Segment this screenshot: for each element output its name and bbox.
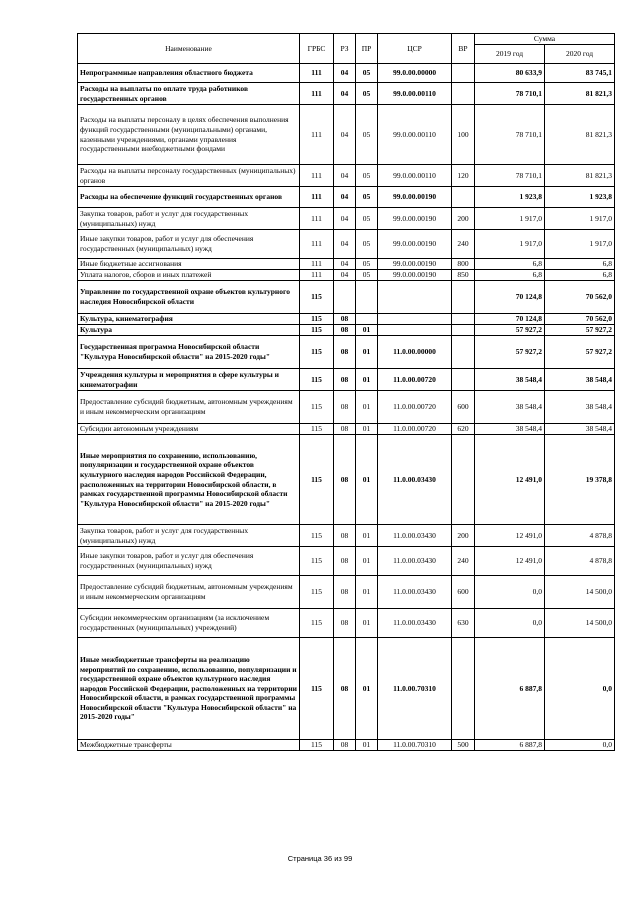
row-rz: 04 — [334, 208, 356, 230]
row-name: Управление по государственной охране объектов культурного наследия Новосибирской области — [78, 281, 300, 314]
row-pr: 01 — [356, 609, 378, 638]
row-csr: 11.0.00.00000 — [378, 336, 452, 369]
row-sum-2019: 78 710,1 — [475, 105, 545, 165]
row-name: Расходы на выплаты персоналу в целях обеспечения выполнения функций государственными (муниципальными) органами, казенными учреждениями, органами управления государственными внебюджетными фондами — [78, 105, 300, 165]
row-grbs: 115 — [300, 525, 334, 547]
row-grbs: 111 — [300, 259, 334, 270]
row-sum-2019: 78 710,1 — [475, 165, 545, 187]
row-pr: 05 — [356, 64, 378, 83]
row-vr — [452, 638, 475, 740]
row-vr: 240 — [452, 230, 475, 259]
row-name: Закупка товаров, работ и услуг для государственных (муниципальных) нужд — [78, 208, 300, 230]
row-sum-2020: 4 878,8 — [545, 525, 615, 547]
table-row — [78, 230, 615, 259]
row-rz: 08 — [334, 391, 356, 424]
row-grbs: 115 — [300, 740, 334, 751]
row-csr: 99.0.00.00110 — [378, 165, 452, 187]
row-pr: 01 — [356, 336, 378, 369]
row-sum-2020: 4 878,8 — [545, 547, 615, 576]
row-grbs: 111 — [300, 64, 334, 83]
row-rz: 08 — [334, 424, 356, 435]
row-vr — [452, 336, 475, 369]
row-name: Культура — [78, 325, 300, 336]
row-rz: 08 — [334, 547, 356, 576]
row-grbs: 111 — [300, 187, 334, 208]
row-csr: 11.0.00.03430 — [378, 576, 452, 609]
row-grbs: 115 — [300, 314, 334, 325]
row-rz: 08 — [334, 314, 356, 325]
row-name: Иные межбюджетные трансферты на реализацию мероприятий по сохранению, использованию, популяризации и государственной охране объектов культурного наследия народов Российской Федерации, расположенных на территории Новосибирской области, в рамках государственной программы Новосибирской области "Культура Новосибирской области" на 2015-2020 годы" — [78, 638, 300, 740]
row-csr — [378, 281, 452, 314]
row-csr: 11.0.00.03430 — [378, 547, 452, 576]
row-sum-2019: 6,8 — [475, 259, 545, 270]
row-sum-2020: 14 500,0 — [545, 609, 615, 638]
table-row — [78, 525, 615, 547]
row-grbs: 115 — [300, 391, 334, 424]
row-pr: 05 — [356, 187, 378, 208]
row-sum-2019: 12 491,0 — [475, 435, 545, 525]
row-sum-2019: 57 927,2 — [475, 336, 545, 369]
row-sum-2019: 38 548,4 — [475, 391, 545, 424]
budget-table — [77, 33, 615, 751]
table-row — [78, 105, 615, 165]
row-rz: 04 — [334, 83, 356, 105]
table-row — [78, 325, 615, 336]
row-grbs: 115 — [300, 576, 334, 609]
row-grbs: 115 — [300, 424, 334, 435]
table-row — [78, 336, 615, 369]
table-row — [78, 740, 615, 751]
row-name: Иные закупки товаров, работ и услуг для обеспечения государственных (муниципальных) нужд — [78, 547, 300, 576]
row-rz: 08 — [334, 609, 356, 638]
row-grbs: 115 — [300, 281, 334, 314]
row-sum-2019: 1 923,8 — [475, 187, 545, 208]
row-name: Государственная программа Новосибирской области "Культура Новосибирской области" на 2015-2020 годы" — [78, 336, 300, 369]
row-sum-2019: 0,0 — [475, 609, 545, 638]
row-pr: 05 — [356, 259, 378, 270]
header-vr: ВР — [452, 34, 475, 64]
row-vr: 600 — [452, 391, 475, 424]
row-rz: 08 — [334, 435, 356, 525]
row-csr: 11.0.00.03430 — [378, 525, 452, 547]
row-grbs: 111 — [300, 270, 334, 281]
row-grbs: 115 — [300, 547, 334, 576]
row-sum-2019: 1 917,0 — [475, 230, 545, 259]
row-sum-2020: 81 821,3 — [545, 105, 615, 165]
row-pr: 05 — [356, 105, 378, 165]
header-rz: РЗ — [334, 34, 356, 64]
row-pr: 01 — [356, 424, 378, 435]
table-row — [78, 314, 615, 325]
row-vr: 620 — [452, 424, 475, 435]
row-pr: 01 — [356, 547, 378, 576]
row-name: Предоставление субсидий бюджетным, автономным учреждениям и иным некоммерческим организациям — [78, 391, 300, 424]
row-name: Субсидии автономным учреждениям — [78, 424, 300, 435]
row-rz: 04 — [334, 105, 356, 165]
table-row — [78, 64, 615, 83]
row-name: Предоставление субсидий бюджетным, автономным учреждениям и иным некоммерческим организациям — [78, 576, 300, 609]
row-rz: 08 — [334, 336, 356, 369]
row-sum-2019: 1 917,0 — [475, 208, 545, 230]
table-row — [78, 638, 615, 740]
row-rz: 04 — [334, 187, 356, 208]
table-row — [78, 547, 615, 576]
row-grbs: 111 — [300, 83, 334, 105]
table-row — [78, 424, 615, 435]
row-sum-2020: 1 917,0 — [545, 208, 615, 230]
row-pr: 01 — [356, 325, 378, 336]
row-sum-2019: 38 548,4 — [475, 369, 545, 391]
row-sum-2020: 38 548,4 — [545, 391, 615, 424]
header-pr: ПР — [356, 34, 378, 64]
row-pr: 01 — [356, 638, 378, 740]
row-name: Расходы на выплаты по оплате труда работников государственных органов — [78, 83, 300, 105]
table-row — [78, 187, 615, 208]
row-csr: 99.0.00.00190 — [378, 208, 452, 230]
row-rz: 04 — [334, 64, 356, 83]
row-csr: 99.0.00.00190 — [378, 270, 452, 281]
row-sum-2019: 70 124,8 — [475, 314, 545, 325]
row-csr: 99.0.00.00110 — [378, 83, 452, 105]
row-vr — [452, 187, 475, 208]
row-grbs: 115 — [300, 336, 334, 369]
row-sum-2019: 0,0 — [475, 576, 545, 609]
row-vr — [452, 314, 475, 325]
table-row — [78, 259, 615, 270]
row-rz: 04 — [334, 230, 356, 259]
row-rz — [334, 281, 356, 314]
row-pr: 01 — [356, 525, 378, 547]
row-sum-2020: 70 562,0 — [545, 314, 615, 325]
row-csr: 11.0.00.00720 — [378, 391, 452, 424]
row-pr: 01 — [356, 576, 378, 609]
row-name: Иные мероприятия по сохранению, использованию, популяризации и государственной охране объектов культурного наследия народов Российской Федерации, расположенных на территории Новосибирской области, в рамках государственной программы Новосибирской области "Культура Новосибирской области" на 2015-2020 годы" — [78, 435, 300, 525]
row-sum-2019: 38 548,4 — [475, 424, 545, 435]
table-row — [78, 609, 615, 638]
row-name: Расходы на выплаты персоналу государственных (муниципальных) органов — [78, 165, 300, 187]
row-sum-2019: 78 710,1 — [475, 83, 545, 105]
row-grbs: 111 — [300, 208, 334, 230]
row-csr: 99.0.00.00110 — [378, 105, 452, 165]
row-sum-2020: 1 917,0 — [545, 230, 615, 259]
row-pr: 01 — [356, 391, 378, 424]
row-name: Непрограммные направления областного бюджета — [78, 64, 300, 83]
row-sum-2019: 80 633,9 — [475, 64, 545, 83]
row-pr: 01 — [356, 740, 378, 751]
row-name: Межбюджетные трансферты — [78, 740, 300, 751]
row-csr — [378, 314, 452, 325]
row-rz: 08 — [334, 638, 356, 740]
row-vr — [452, 83, 475, 105]
row-csr: 11.0.00.03430 — [378, 609, 452, 638]
row-vr — [452, 325, 475, 336]
row-pr: 05 — [356, 208, 378, 230]
row-name: Субсидии некоммерческим организациям (за исключением государственных (муниципальных) учреждений) — [78, 609, 300, 638]
row-sum-2020: 38 548,4 — [545, 369, 615, 391]
row-name: Культура, кинематография — [78, 314, 300, 325]
row-sum-2020: 57 927,2 — [545, 336, 615, 369]
row-pr: 05 — [356, 230, 378, 259]
row-name: Расходы на обеспечение функций государственных органов — [78, 187, 300, 208]
row-name: Иные бюджетные ассигнования — [78, 259, 300, 270]
row-name: Закупка товаров, работ и услуг для государственных (муниципальных) нужд — [78, 525, 300, 547]
row-sum-2020: 19 378,8 — [545, 435, 615, 525]
row-sum-2020: 70 562,0 — [545, 281, 615, 314]
header-name: Наименование — [78, 34, 300, 64]
row-sum-2020: 81 821,3 — [545, 83, 615, 105]
row-vr: 500 — [452, 740, 475, 751]
row-sum-2019: 6 887,8 — [475, 638, 545, 740]
row-grbs: 111 — [300, 165, 334, 187]
header-year-2019: 2019 год — [475, 45, 545, 64]
row-pr — [356, 281, 378, 314]
row-grbs: 111 — [300, 105, 334, 165]
row-vr: 800 — [452, 259, 475, 270]
row-rz: 04 — [334, 259, 356, 270]
row-sum-2020: 0,0 — [545, 638, 615, 740]
row-vr: 630 — [452, 609, 475, 638]
row-sum-2020: 6,8 — [545, 270, 615, 281]
header-grbs: ГРБС — [300, 34, 334, 64]
row-vr — [452, 281, 475, 314]
row-rz: 08 — [334, 576, 356, 609]
header-year-2020: 2020 год — [545, 45, 615, 64]
row-vr — [452, 369, 475, 391]
row-sum-2019: 12 491,0 — [475, 525, 545, 547]
row-csr: 99.0.00.00190 — [378, 187, 452, 208]
row-vr: 120 — [452, 165, 475, 187]
row-sum-2019: 57 927,2 — [475, 325, 545, 336]
row-name: Учреждения культуры и мероприятия в сфере культуры и кинематографии — [78, 369, 300, 391]
table-row — [78, 576, 615, 609]
row-pr: 05 — [356, 165, 378, 187]
row-rz: 04 — [334, 165, 356, 187]
row-grbs: 111 — [300, 230, 334, 259]
table-row — [78, 281, 615, 314]
row-sum-2019: 70 124,8 — [475, 281, 545, 314]
row-name: Иные закупки товаров, работ и услуг для обеспечения государственных (муниципальных) нужд — [78, 230, 300, 259]
row-csr: 11.0.00.00720 — [378, 369, 452, 391]
row-sum-2020: 0,0 — [545, 740, 615, 751]
row-csr: 11.0.00.00720 — [378, 424, 452, 435]
row-sum-2020: 83 745,1 — [545, 64, 615, 83]
row-sum-2019: 12 491,0 — [475, 547, 545, 576]
row-sum-2019: 6,8 — [475, 270, 545, 281]
row-grbs: 115 — [300, 435, 334, 525]
row-csr: 11.0.00.70310 — [378, 638, 452, 740]
row-csr: 99.0.00.00190 — [378, 230, 452, 259]
row-grbs: 115 — [300, 369, 334, 391]
page-number: Страница 36 из 99 — [287, 854, 353, 863]
row-name: Уплата налогов, сборов и иных платежей — [78, 270, 300, 281]
row-csr: 11.0.00.03430 — [378, 435, 452, 525]
row-vr: 600 — [452, 576, 475, 609]
table-row — [78, 83, 615, 105]
table-row — [78, 208, 615, 230]
row-pr: 01 — [356, 435, 378, 525]
row-rz: 08 — [334, 369, 356, 391]
row-sum-2020: 6,8 — [545, 259, 615, 270]
row-pr: 01 — [356, 369, 378, 391]
table-row — [78, 435, 615, 525]
header-csr: ЦСР — [378, 34, 452, 64]
row-vr: 850 — [452, 270, 475, 281]
row-rz: 04 — [334, 270, 356, 281]
row-csr — [378, 325, 452, 336]
row-pr: 05 — [356, 270, 378, 281]
row-rz: 08 — [334, 325, 356, 336]
row-vr: 240 — [452, 547, 475, 576]
row-grbs: 115 — [300, 325, 334, 336]
table-row — [78, 270, 615, 281]
row-pr — [356, 314, 378, 325]
row-csr: 11.0.00.70310 — [378, 740, 452, 751]
row-vr: 200 — [452, 208, 475, 230]
header-row — [78, 34, 615, 45]
row-csr: 99.0.00.00000 — [378, 64, 452, 83]
row-vr: 100 — [452, 105, 475, 165]
row-pr: 05 — [356, 83, 378, 105]
row-vr: 200 — [452, 525, 475, 547]
row-sum-2020: 81 821,3 — [545, 165, 615, 187]
row-vr — [452, 64, 475, 83]
row-sum-2020: 38 548,4 — [545, 424, 615, 435]
table-row — [78, 369, 615, 391]
row-sum-2020: 14 500,0 — [545, 576, 615, 609]
row-sum-2019: 6 887,8 — [475, 740, 545, 751]
table-row — [78, 165, 615, 187]
row-sum-2020: 57 927,2 — [545, 325, 615, 336]
row-grbs: 115 — [300, 609, 334, 638]
row-vr — [452, 435, 475, 525]
row-rz: 08 — [334, 525, 356, 547]
row-grbs: 115 — [300, 638, 334, 740]
row-sum-2020: 1 923,8 — [545, 187, 615, 208]
row-csr: 99.0.00.00190 — [378, 259, 452, 270]
table-row — [78, 391, 615, 424]
row-rz: 08 — [334, 740, 356, 751]
header-sum: Сумма — [475, 34, 615, 45]
